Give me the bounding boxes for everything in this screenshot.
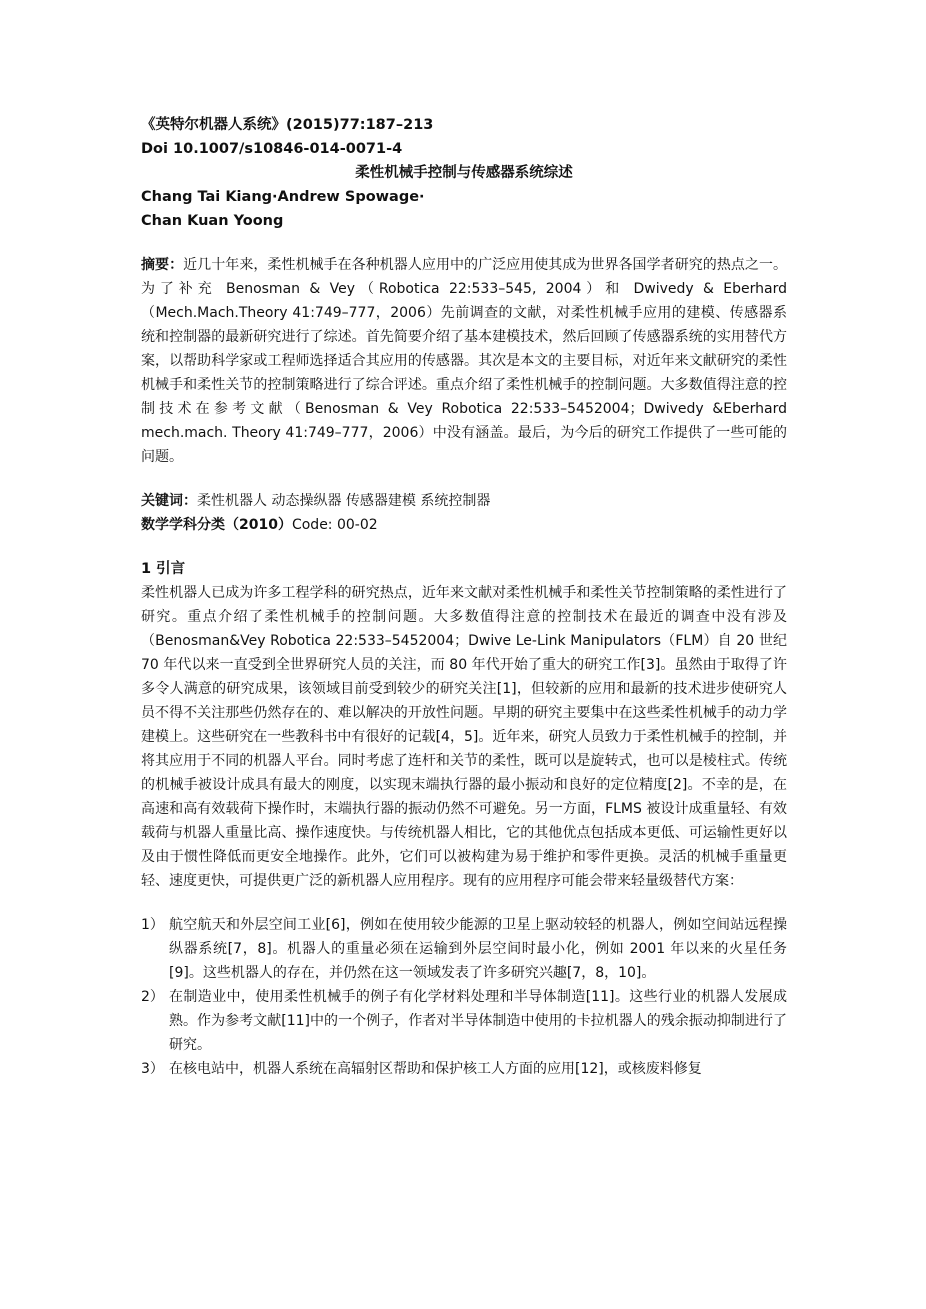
list-item (141, 985, 787, 1057)
application-list (141, 913, 787, 1081)
introduction-paragraph: 柔性机器人已成为许多工程学科的研究热点，近年来文献对柔性机械手和柔性关节控制策略的柔性进行了研究。重点介绍了柔性机械手的控制问题。大多数值得注意的控制技术在最近的调查中没有涉及（Benosman&Vey Robotica 22:533–5452004；Dwive Le-Link Manipulators（FLM）自 20 世纪 70 年代以来一直受到全世界研究人员的关注，而 80 年代开始了重大的研究工作[3]。虽然由于取得了许多令人满意的研究成果，该领域目前受到较少的研究关注[1]，但较新的应用和最新的技术进步使研究人员不得不关注那些仍然存在的、难以解决的开放性问题。早期的研究主要集中在这些柔性机械手的动力学建模上。这些研究在一些教科书中有很好的记载[4，5]。近年来，研究人员致力于柔性机械手的控制，并将其应用于不同的机器人平台。同时考虑了连杆和关节的柔性，既可以是旋转式，也可以是棱柱式。传统的机械手被设计成具有最大的刚度，以实现末端执行器的最小振动和良好的定位精度[2]。不幸的是，在高速和高有效载荷下操作时，末端执行器的振动仍然不可避免。另一方面，FLMS 被设计成重量轻、有效载荷与机器人重量比高、操作速度快。与传统机器人相比，它的其他优点包括成本更低、可运输性更好以及由于惯性降低而更安全地操作。此外，它们可以被构建为易于维护和零件更换。灵活的机械手重量更轻、速度更快，可提供更广泛的新机器人应用程序。现有的应用程序可能会带来轻量级替代方案： (141, 585, 787, 889)
list-item (141, 1057, 787, 1081)
list-item-number: 1） (141, 917, 164, 933)
paper-page (141, 113, 787, 1097)
abstract (141, 253, 787, 469)
authors-line-1: Chang Tai Kiang·Andrew Spowage· (141, 189, 425, 205)
section-heading-introduction: 1 引言 (141, 561, 186, 577)
msc-label: 数学学科分类（2010） (141, 517, 292, 533)
keywords (141, 489, 787, 513)
msc-code: Code: 00-02 (291, 517, 378, 533)
keywords-text: 柔性机器人 动态操纵器 传感器建模 系统控制器 (197, 493, 491, 509)
list-item-number: 3） (141, 1061, 164, 1077)
abstract-label: 摘要： (141, 257, 184, 273)
list-item (141, 913, 787, 985)
list-item-text: 航空航天和外层空间工业[6]，例如在使用较少能源的卫星上驱动较轻的机器人，例如空间站远程操纵器系统[7，8]。机器人的重量必须在运输到外层空间时最小化，例如 2001 年以来的火星任务[9]。这些机器人的存在，并仍然在这一领域发表了许多研究兴趣[7，8，10]。 (169, 917, 787, 981)
doi: Doi 10.1007/s10846-014-0071-4 (141, 141, 403, 157)
paper-title: 柔性机械手控制与传感器系统综述 (355, 165, 573, 181)
journal-citation: 《英特尔机器人系统》(2015)77:187–213 (141, 117, 434, 133)
msc-classification (141, 513, 787, 537)
list-item-text: 在制造业中，使用柔性机械手的例子有化学材料处理和半导体制造[11]。这些行业的机器人发展成熟。作为参考文献[11]中的一个例子，作者对半导体制造中使用的卡拉机器人的残余振动抑制进行了研究。 (169, 989, 787, 1053)
list-item-number: 2） (141, 989, 164, 1005)
keywords-label: 关键词： (141, 493, 197, 509)
list-item-text: 在核电站中，机器人系统在高辐射区帮助和保护核工人方面的应用[12]，或核废料修复 (169, 1061, 702, 1077)
abstract-text: 近几十年来，柔性机械手在各种机器人应用中的广泛应用使其成为世界各国学者研究的热点之一。为了补充 Benosman & Vey（Robotica 22:533–545, 2004）和 Dwivedy & Eberhard（Mech.Mach.Theory 41:749–777，2006）先前调查的文献，对柔性机械手应用的建模、传感器系统和控制器的最新研究进行了综述。首先简要介绍了基本建模技术，然后回顾了传感器系统的实用替代方案，以帮助科学家或工程师选择适合其应用的传感器。其次是本文的主要目标，对近年来文献研究的柔性机械手和柔性关节的控制策略进行了综合评述。重点介绍了柔性机械手的控制问题。大多数值得注意的控制技术在参考文献（Benosman & Vey Robotica 22:533–5452004；Dwivedy &Eberhard mech.mach. Theory 41:749–777，2006）中没有涵盖。最后，为今后的研究工作提供了一些可能的问题。 (141, 257, 788, 465)
authors-line-2: Chan Kuan Yoong (141, 213, 284, 229)
